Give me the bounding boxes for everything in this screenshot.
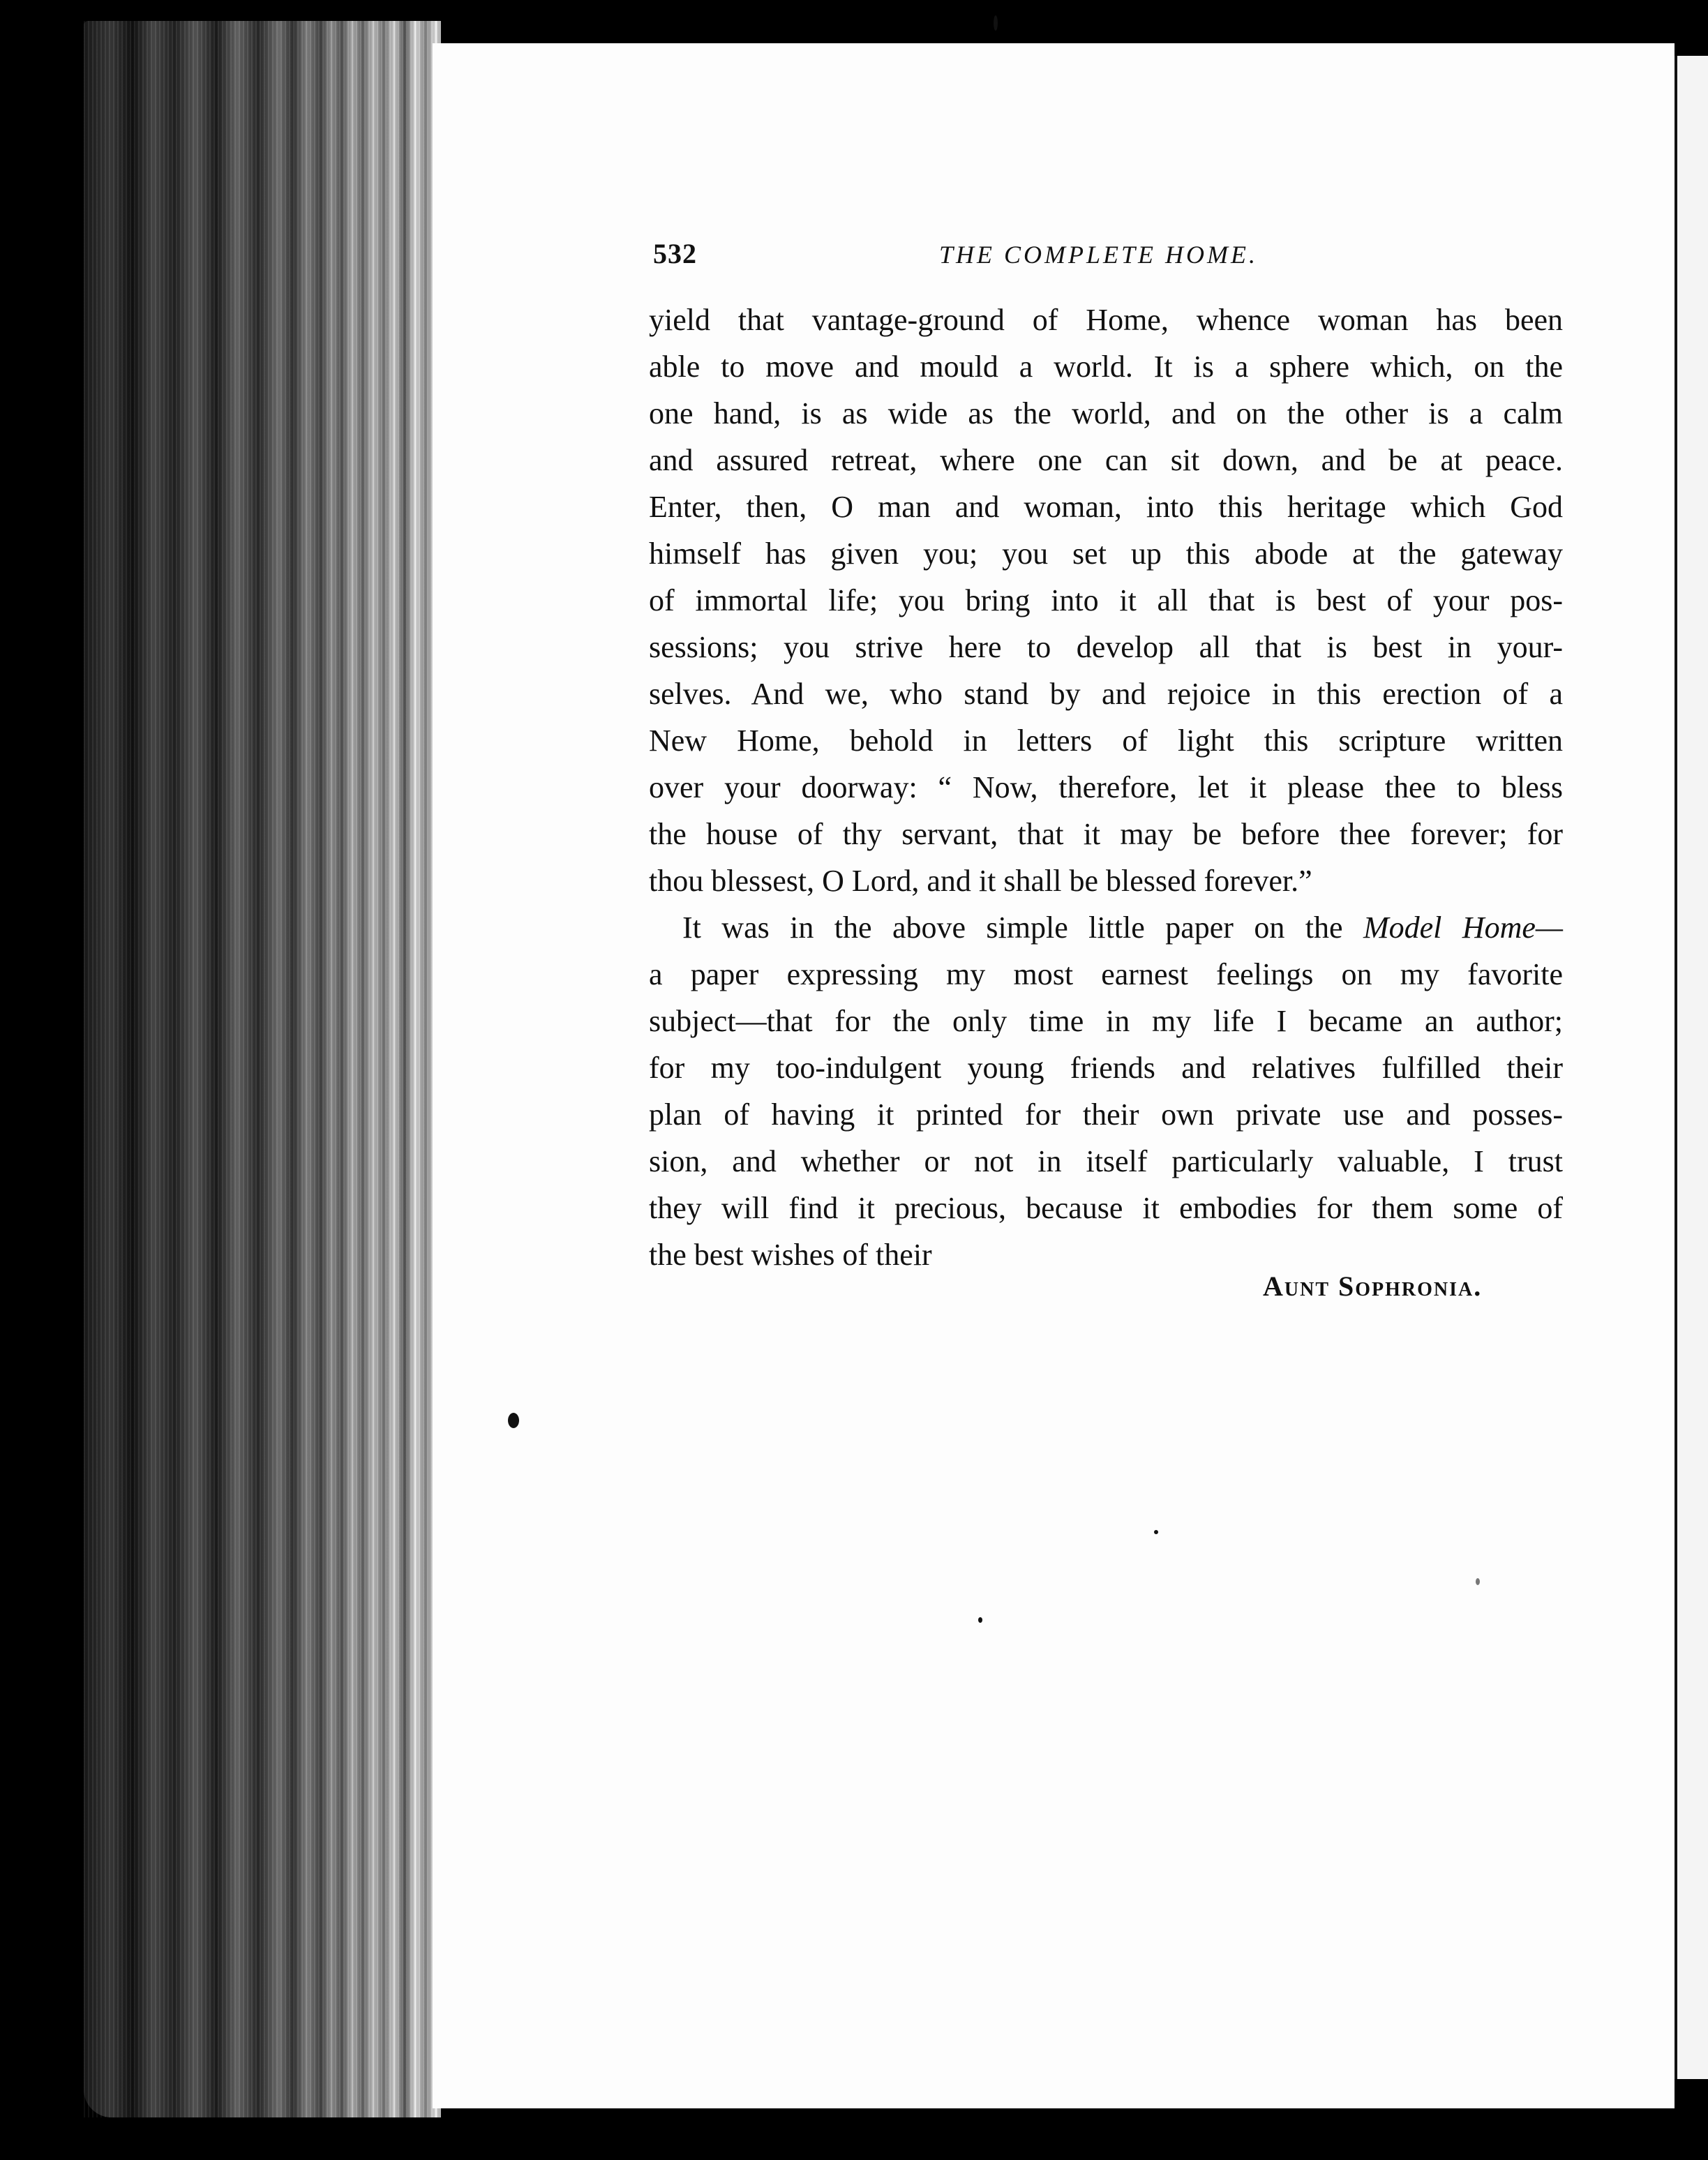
text-line: thou blessest, O Lord, and it shall be blessed forever.” — [649, 864, 1312, 898]
text-line: subject—that for the only time in my life I became an author; — [649, 1004, 1563, 1038]
text-line: over your doorway: “ Now, therefore, let it please thee to bless — [649, 770, 1563, 804]
text-line: one hand, is as wide as the world, and on the other is a calm — [649, 396, 1563, 430]
ink-speck — [978, 1617, 982, 1623]
text-line: they will find it precious, because it embodies for them some of — [649, 1191, 1563, 1225]
text-line: Enter, then, O man and woman, into this heritage which God — [649, 490, 1563, 524]
text-line: and assured retreat, where one can sit down, and be at peace. — [649, 443, 1563, 477]
running-head: THE COMPLETE HOME. — [939, 241, 1258, 269]
signature: Aunt Sophronia. — [1263, 1270, 1483, 1302]
page-header — [653, 237, 1567, 279]
text-line: himself has given you; you set up this abode at the gateway — [649, 537, 1563, 571]
adjacent-page — [1677, 56, 1708, 2079]
text-line: selves. And we, who stand by and rejoice in this erection of a — [649, 677, 1563, 711]
text-line: able to move and mould a world. It is a sphere which, on the — [649, 350, 1563, 384]
italic-title: Model Home— — [1363, 910, 1563, 945]
ink-speck — [1476, 1578, 1480, 1585]
paragraph-first-line — [649, 904, 1563, 951]
text-line: a paper expressing my most earnest feelings on my favorite — [649, 957, 1563, 991]
book-fore-edge — [84, 21, 441, 2117]
text-line: sion, and whether or not in itself particularly valuable, I trust — [649, 1144, 1563, 1178]
ink-speck — [508, 1413, 519, 1428]
text-line: the house of thy servant, that it may be before thee forever; for — [649, 817, 1563, 851]
text-line: the best wishes of their — [649, 1238, 932, 1272]
text-line: for my too-indulgent young friends and relatives fulfilled their — [649, 1051, 1563, 1085]
text-run: It was in the above simple little paper on the — [682, 910, 1363, 945]
text-line: New Home, behold in letters of light this scripture written — [649, 723, 1563, 758]
text-line: sessions; you strive here to develop all that is best in your- — [649, 630, 1563, 664]
ink-speck — [1154, 1530, 1158, 1534]
body-text — [649, 297, 1563, 1278]
page-number: 532 — [653, 238, 697, 269]
ink-speck — [994, 15, 998, 31]
text-line: yield that vantage-ground of Home, whence woman has been — [649, 303, 1563, 337]
text-line: of immortal life; you bring into it all that is best of your pos- — [649, 583, 1563, 617]
text-line: plan of having it printed for their own private use and posses- — [649, 1097, 1563, 1132]
